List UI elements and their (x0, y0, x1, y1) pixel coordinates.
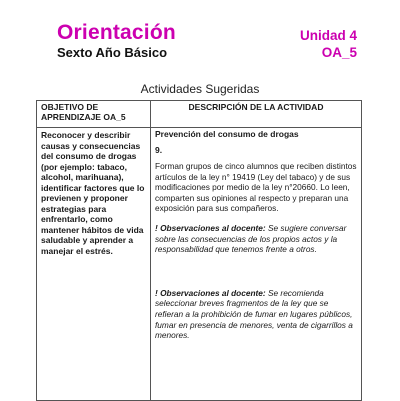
oa-label: OA_5 (321, 45, 357, 60)
grade-subtitle: Sexto Año Básico (57, 45, 168, 60)
table-row (37, 128, 362, 401)
subject-title: Orientación (57, 21, 176, 44)
teacher-note-text: Se sugiere conversar sobre las consecuencias de los propios actos y la responsabilidad que tenemos frente a otros. (155, 222, 347, 255)
objective-text: Reconocer y describir causas y consecuencias del consumo de drogas (por ejemplo: tabaco, alcohol, marihuana), identificar factores que lo previenen y proponer estrategias para enfrentarlo, como mantener hábitos de vida saludable y aprender a manejar el estrés. (41, 130, 145, 256)
unit-block (300, 27, 357, 61)
activity-description: Forman grupos de cinco alumnos que reciben distintos artículos de la ley n° 19419 (Ley del tabaco) y de sus modificaciones por medio de la ley n°20660. Lo leen, comparten sus opiniones al respecto y preparan una exposición para sus compañeros. (155, 161, 357, 214)
document-title-block (57, 20, 176, 61)
activities-table (36, 100, 362, 401)
activity-number: 9. (155, 145, 163, 155)
objective-cell (37, 128, 151, 401)
teacher-note-label: ! Observaciones al docente: (155, 222, 266, 233)
teacher-note-1 (155, 223, 357, 255)
description-column-header: DESCRIPCIÓN DE LA ACTIVIDAD (151, 101, 362, 128)
teacher-note-text: Se recomienda seleccionar breves fragmentos de la ley que se refieran a la prohibición de fumar en lugares públicos, fumar en presencia de menores, venta de cigarrillos a menores. (155, 287, 353, 341)
teacher-note-label: ! Observaciones al docente: (155, 287, 266, 298)
activity-title: Prevención del consumo de drogas (155, 129, 299, 139)
section-title: Actividades Sugeridas (140, 82, 260, 96)
teacher-note-2 (155, 288, 357, 341)
table-header-row (37, 101, 362, 128)
objective-column-header: OBJETIVO DE APRENDIZAJE OA_5 (37, 101, 151, 128)
description-cell (151, 128, 362, 401)
unit-label: Unidad 4 (299, 28, 357, 43)
